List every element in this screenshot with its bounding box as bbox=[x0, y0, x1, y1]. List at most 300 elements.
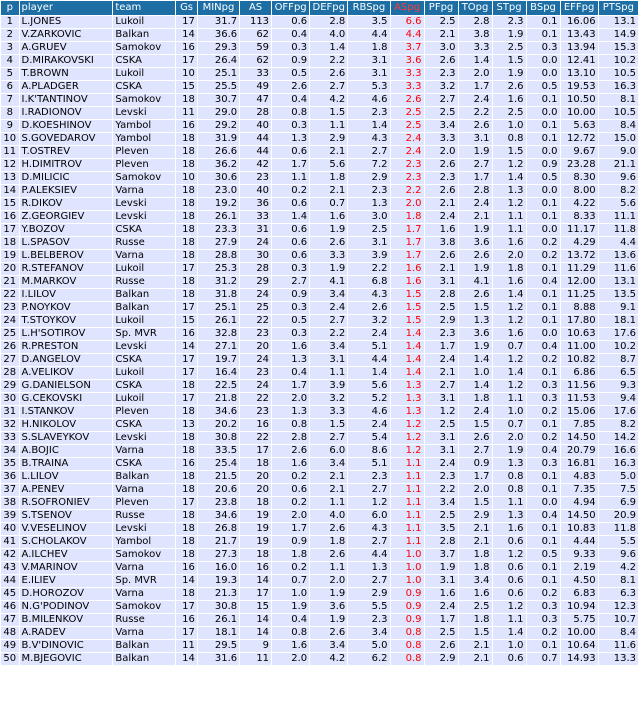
column-header-ptspg[interactable]: PTSpg bbox=[599, 1, 638, 15]
cell-topg: 1.9 bbox=[459, 341, 492, 353]
cell-bspg: 0.1 bbox=[527, 198, 560, 210]
cell-player[interactable]: A.VELIKOV bbox=[20, 367, 113, 379]
cell-topg: 2.6 bbox=[459, 250, 492, 262]
cell-player[interactable]: B.V'DINOVIC bbox=[20, 640, 113, 652]
cell-pfpg: 3.1 bbox=[425, 393, 458, 405]
cell-ptspg: 11.1 bbox=[599, 211, 638, 223]
cell-rbspg: 2.7 bbox=[348, 536, 389, 548]
cell-team: Russe bbox=[113, 237, 175, 249]
cell-minpg: 28.8 bbox=[198, 250, 239, 262]
column-header-defpg[interactable]: DEFpg bbox=[310, 1, 347, 15]
cell-bspg: 0.7 bbox=[527, 653, 560, 665]
column-header-gs[interactable]: Gs bbox=[176, 1, 197, 15]
cell-bspg: 0.1 bbox=[527, 536, 560, 548]
cell-defpg: 2.6 bbox=[310, 237, 347, 249]
cell-player[interactable]: V.MARINOV bbox=[20, 562, 113, 574]
cell-player[interactable]: D.HOROZOV bbox=[20, 588, 113, 600]
cell-gs: 10 bbox=[176, 68, 197, 80]
cell-player[interactable]: Y.BOZOV bbox=[20, 224, 113, 236]
cell-player[interactable]: D.KOESHINOV bbox=[20, 120, 113, 132]
column-header-offpg[interactable]: OFFpg bbox=[272, 1, 309, 15]
cell-offpg: 0.3 bbox=[272, 120, 309, 132]
cell-aspg: 1.1 bbox=[391, 523, 424, 535]
cell-aspg: 1.2 bbox=[391, 432, 424, 444]
cell-team: Pleven bbox=[113, 406, 175, 418]
cell-defpg: 2.2 bbox=[310, 55, 347, 67]
cell-player[interactable]: P.NOYKOV bbox=[20, 302, 113, 314]
cell-as: 18 bbox=[240, 458, 271, 470]
cell-gs: 17 bbox=[176, 627, 197, 639]
cell-stpg: 0.8 bbox=[493, 471, 526, 483]
cell-as: 20 bbox=[240, 484, 271, 496]
cell-as: 62 bbox=[240, 55, 271, 67]
cell-player[interactable]: L.LILOV bbox=[20, 471, 113, 483]
cell-offpg: 0.3 bbox=[272, 42, 309, 54]
cell-rbspg: 2.7 bbox=[348, 575, 389, 587]
cell-rank: 20 bbox=[1, 263, 19, 275]
cell-team: Balkan bbox=[113, 302, 175, 314]
cell-pfpg: 2.1 bbox=[425, 198, 458, 210]
cell-player[interactable]: S.TSENOV bbox=[20, 510, 113, 522]
cell-effpg: 10.94 bbox=[561, 601, 598, 613]
cell-minpg: 25.1 bbox=[198, 302, 239, 314]
cell-team: Russe bbox=[113, 614, 175, 626]
cell-pfpg: 2.5 bbox=[425, 107, 458, 119]
table-row bbox=[1, 250, 638, 262]
column-header-bspg[interactable]: BSpg bbox=[527, 1, 560, 15]
cell-gs: 15 bbox=[176, 315, 197, 327]
cell-effpg: 14.50 bbox=[561, 432, 598, 444]
table-row bbox=[1, 146, 638, 158]
cell-rbspg: 5.3 bbox=[348, 81, 389, 93]
cell-stpg: 1.4 bbox=[493, 367, 526, 379]
cell-rbspg: 5.6 bbox=[348, 380, 389, 392]
cell-rbspg: 4.3 bbox=[348, 133, 389, 145]
cell-as: 24 bbox=[240, 289, 271, 301]
cell-minpg: 20.6 bbox=[198, 484, 239, 496]
cell-stpg: 0.8 bbox=[493, 484, 526, 496]
cell-stpg: 1.4 bbox=[493, 172, 526, 184]
cell-defpg: 5.6 bbox=[310, 159, 347, 171]
cell-player[interactable]: T.BROWN bbox=[20, 68, 113, 80]
cell-player[interactable]: A.PLADGER bbox=[20, 81, 113, 93]
cell-aspg: 2.6 bbox=[391, 94, 424, 106]
cell-topg: 2.7 bbox=[459, 445, 492, 457]
table-row bbox=[1, 172, 638, 184]
cell-defpg: 3.9 bbox=[310, 380, 347, 392]
cell-rbspg: 5.1 bbox=[348, 458, 389, 470]
table-row bbox=[1, 211, 638, 223]
cell-player[interactable]: A.GRUEV bbox=[20, 42, 113, 54]
cell-player[interactable]: I.LILOV bbox=[20, 289, 113, 301]
cell-rank: 35 bbox=[1, 458, 19, 470]
cell-rank: 14 bbox=[1, 185, 19, 197]
cell-effpg: 12.72 bbox=[561, 133, 598, 145]
cell-topg: 1.4 bbox=[459, 55, 492, 67]
cell-stpg: 2.5 bbox=[493, 107, 526, 119]
cell-topg: 1.0 bbox=[459, 367, 492, 379]
cell-offpg: 0.9 bbox=[272, 536, 309, 548]
cell-effpg: 11.53 bbox=[561, 393, 598, 405]
cell-rank: 11 bbox=[1, 146, 19, 158]
cell-rbspg: 2.3 bbox=[348, 185, 389, 197]
cell-rbspg: 4.3 bbox=[348, 523, 389, 535]
cell-rank: 50 bbox=[1, 653, 19, 665]
cell-topg: 0.9 bbox=[459, 458, 492, 470]
cell-aspg: 1.4 bbox=[391, 328, 424, 340]
cell-as: 62 bbox=[240, 29, 271, 41]
cell-as: 36 bbox=[240, 198, 271, 210]
cell-minpg: 29.0 bbox=[198, 107, 239, 119]
cell-ptspg: 7.5 bbox=[599, 484, 638, 496]
column-header-player[interactable]: player bbox=[20, 1, 113, 15]
cell-rank: 33 bbox=[1, 432, 19, 444]
cell-player[interactable]: H.DIMITROV bbox=[20, 159, 113, 171]
cell-offpg: 0.6 bbox=[272, 16, 309, 28]
cell-aspg: 2.2 bbox=[391, 185, 424, 197]
cell-ptspg: 6.5 bbox=[599, 367, 638, 379]
cell-team: Sp. MVR bbox=[113, 575, 175, 587]
cell-pfpg: 1.7 bbox=[425, 614, 458, 626]
cell-pfpg: 2.3 bbox=[425, 68, 458, 80]
cell-gs: 18 bbox=[176, 380, 197, 392]
cell-rbspg: 3.5 bbox=[348, 16, 389, 28]
cell-ptspg: 12.3 bbox=[599, 601, 638, 613]
cell-player[interactable]: L.JONES bbox=[20, 16, 113, 28]
column-header-effpg[interactable]: EFFpg bbox=[561, 1, 598, 15]
cell-rbspg: 3.0 bbox=[348, 211, 389, 223]
cell-offpg: 0.9 bbox=[272, 55, 309, 67]
cell-rank: 44 bbox=[1, 575, 19, 587]
cell-stpg: 1.2 bbox=[493, 380, 526, 392]
cell-rank: 22 bbox=[1, 289, 19, 301]
cell-gs: 18 bbox=[176, 289, 197, 301]
cell-bspg: 0.3 bbox=[527, 458, 560, 470]
cell-offpg: 0.6 bbox=[272, 224, 309, 236]
cell-minpg: 29.3 bbox=[198, 42, 239, 54]
cell-player[interactable]: H.NIKOLOV bbox=[20, 419, 113, 431]
cell-pfpg: 2.8 bbox=[425, 289, 458, 301]
cell-aspg: 1.5 bbox=[391, 289, 424, 301]
cell-player[interactable]: D.MIRAKOVSKI bbox=[20, 55, 113, 67]
cell-rank: 41 bbox=[1, 536, 19, 548]
cell-gs: 10 bbox=[176, 172, 197, 184]
cell-ptspg: 15.3 bbox=[599, 42, 638, 54]
cell-ptspg: 9.4 bbox=[599, 393, 638, 405]
cell-effpg: 10.63 bbox=[561, 328, 598, 340]
cell-rank: 21 bbox=[1, 276, 19, 288]
cell-player[interactable]: M.BJEGOVIC bbox=[20, 653, 113, 665]
table-row bbox=[1, 29, 638, 41]
cell-team: Yambol bbox=[113, 133, 175, 145]
cell-minpg: 34.6 bbox=[198, 406, 239, 418]
cell-stpg: 1.5 bbox=[493, 146, 526, 158]
cell-rbspg: 2.7 bbox=[348, 146, 389, 158]
column-header-team[interactable]: team bbox=[113, 1, 175, 15]
cell-player[interactable]: Z.GEORGIEV bbox=[20, 211, 113, 223]
cell-player[interactable]: L.H'SOTIROV bbox=[20, 328, 113, 340]
cell-player[interactable]: D.MILICIC bbox=[20, 172, 113, 184]
cell-rbspg: 1.2 bbox=[348, 497, 389, 509]
cell-stpg: 1.2 bbox=[493, 354, 526, 366]
cell-minpg: 30.7 bbox=[198, 94, 239, 106]
cell-minpg: 16.4 bbox=[198, 367, 239, 379]
cell-topg: 2.1 bbox=[459, 536, 492, 548]
cell-minpg: 29.5 bbox=[198, 640, 239, 652]
cell-pfpg: 2.4 bbox=[425, 354, 458, 366]
cell-effpg: 7.35 bbox=[561, 484, 598, 496]
cell-as: 44 bbox=[240, 146, 271, 158]
cell-topg: 2.7 bbox=[459, 159, 492, 171]
cell-gs: 18 bbox=[176, 445, 197, 457]
cell-aspg: 6.6 bbox=[391, 16, 424, 28]
cell-ptspg: 20.9 bbox=[599, 510, 638, 522]
cell-player[interactable]: R.STEFANOV bbox=[20, 263, 113, 275]
cell-gs: 15 bbox=[176, 81, 197, 93]
cell-rbspg: 6.2 bbox=[348, 653, 389, 665]
column-header-aspg[interactable]: ASpg bbox=[391, 1, 424, 15]
table-row bbox=[1, 133, 638, 145]
cell-player[interactable]: S.CHOLAKOV bbox=[20, 536, 113, 548]
column-header-topg[interactable]: TOpg bbox=[459, 1, 492, 15]
cell-player[interactable]: D.ANGELOV bbox=[20, 354, 113, 366]
cell-as: 24 bbox=[240, 237, 271, 249]
cell-offpg: 0.9 bbox=[272, 289, 309, 301]
cell-ptspg: 10.7 bbox=[599, 614, 638, 626]
cell-player[interactable]: M.MARKOV bbox=[20, 276, 113, 288]
cell-ptspg: 10.5 bbox=[599, 107, 638, 119]
cell-defpg: 1.1 bbox=[310, 120, 347, 132]
cell-as: 19 bbox=[240, 536, 271, 548]
cell-gs: 18 bbox=[176, 510, 197, 522]
cell-offpg: 1.7 bbox=[272, 523, 309, 535]
cell-bspg: 0.5 bbox=[527, 549, 560, 561]
table-row bbox=[1, 107, 638, 119]
table-row bbox=[1, 601, 638, 613]
cell-topg: 2.6 bbox=[459, 289, 492, 301]
cell-ptspg: 4.4 bbox=[599, 237, 638, 249]
cell-gs: 11 bbox=[176, 640, 197, 652]
cell-topg: 2.0 bbox=[459, 68, 492, 80]
cell-player[interactable]: A.BOJIC bbox=[20, 445, 113, 457]
cell-pfpg: 2.5 bbox=[425, 510, 458, 522]
column-header-pfpg[interactable]: PFpg bbox=[425, 1, 458, 15]
cell-bspg: 0.0 bbox=[527, 224, 560, 236]
cell-ptspg: 9.1 bbox=[599, 302, 638, 314]
cell-player[interactable]: N.G'PODINOV bbox=[20, 601, 113, 613]
column-header-stpg[interactable]: STpg bbox=[493, 1, 526, 15]
cell-pfpg: 1.6 bbox=[425, 588, 458, 600]
cell-rbspg: 2.9 bbox=[348, 172, 389, 184]
cell-defpg: 2.6 bbox=[310, 68, 347, 80]
cell-player[interactable]: A.PENEV bbox=[20, 484, 113, 496]
cell-topg: 2.8 bbox=[459, 185, 492, 197]
cell-player[interactable]: B.MILENKOV bbox=[20, 614, 113, 626]
cell-team: Pleven bbox=[113, 159, 175, 171]
cell-aspg: 3.3 bbox=[391, 81, 424, 93]
column-header-rbspg[interactable]: RBSpg bbox=[348, 1, 389, 15]
cell-topg: 2.2 bbox=[459, 107, 492, 119]
cell-rbspg: 2.5 bbox=[348, 224, 389, 236]
cell-gs: 18 bbox=[176, 237, 197, 249]
column-header-as[interactable]: AS bbox=[240, 1, 271, 15]
cell-rank: 48 bbox=[1, 627, 19, 639]
cell-as: 19 bbox=[240, 510, 271, 522]
cell-aspg: 0.8 bbox=[391, 640, 424, 652]
cell-bspg: 0.1 bbox=[527, 523, 560, 535]
cell-effpg: 11.17 bbox=[561, 224, 598, 236]
cell-aspg: 1.3 bbox=[391, 406, 424, 418]
cell-stpg: 1.3 bbox=[493, 185, 526, 197]
cell-team: Balkan bbox=[113, 29, 175, 41]
cell-player[interactable]: R.DIKOV bbox=[20, 198, 113, 210]
cell-player[interactable]: G.DANIELSON bbox=[20, 380, 113, 392]
cell-aspg: 1.7 bbox=[391, 250, 424, 262]
cell-defpg: 3.2 bbox=[310, 393, 347, 405]
cell-aspg: 0.8 bbox=[391, 653, 424, 665]
cell-minpg: 27.3 bbox=[198, 549, 239, 561]
cell-aspg: 1.6 bbox=[391, 263, 424, 275]
cell-player[interactable]: R.SOFRONIEV bbox=[20, 497, 113, 509]
cell-topg: 1.5 bbox=[459, 302, 492, 314]
cell-aspg: 1.1 bbox=[391, 536, 424, 548]
cell-pfpg: 3.5 bbox=[425, 523, 458, 535]
cell-gs: 18 bbox=[176, 94, 197, 106]
cell-player[interactable]: A.RADEV bbox=[20, 627, 113, 639]
cell-player[interactable]: E.ILIEV bbox=[20, 575, 113, 587]
cell-rbspg: 2.3 bbox=[348, 471, 389, 483]
cell-pfpg: 2.3 bbox=[425, 471, 458, 483]
table-row bbox=[1, 627, 638, 639]
cell-player[interactable]: T.STOYKOV bbox=[20, 315, 113, 327]
cell-effpg: 10.83 bbox=[561, 523, 598, 535]
cell-player[interactable]: L.SPASOV bbox=[20, 237, 113, 249]
cell-ptspg: 11.6 bbox=[599, 263, 638, 275]
cell-defpg: 4.2 bbox=[310, 94, 347, 106]
cell-gs: 18 bbox=[176, 523, 197, 535]
cell-effpg: 16.06 bbox=[561, 16, 598, 28]
cell-player[interactable]: R.PRESTON bbox=[20, 341, 113, 353]
cell-as: 14 bbox=[240, 627, 271, 639]
cell-player[interactable]: V.VESELINOV bbox=[20, 523, 113, 535]
table-row bbox=[1, 55, 638, 67]
cell-player[interactable]: T.OSTREV bbox=[20, 146, 113, 158]
cell-effpg: 6.83 bbox=[561, 588, 598, 600]
cell-topg: 1.9 bbox=[459, 224, 492, 236]
cell-rank: 28 bbox=[1, 367, 19, 379]
cell-stpg: 0.7 bbox=[493, 419, 526, 431]
cell-defpg: 3.4 bbox=[310, 341, 347, 353]
cell-pfpg: 2.5 bbox=[425, 16, 458, 28]
cell-offpg: 1.9 bbox=[272, 601, 309, 613]
cell-player[interactable]: S.SLAVEYKOV bbox=[20, 432, 113, 444]
cell-rank: 32 bbox=[1, 419, 19, 431]
cell-rank: 43 bbox=[1, 562, 19, 574]
cell-player[interactable]: V.ZARKOVIC bbox=[20, 29, 113, 41]
cell-team: Levski bbox=[113, 107, 175, 119]
table-row bbox=[1, 68, 638, 80]
cell-team: Samokov bbox=[113, 172, 175, 184]
cell-player[interactable]: A.ILCHEV bbox=[20, 549, 113, 561]
cell-stpg: 2.6 bbox=[493, 81, 526, 93]
cell-player[interactable]: P.ALEKSIEV bbox=[20, 185, 113, 197]
cell-ptspg: 17.6 bbox=[599, 328, 638, 340]
cell-pfpg: 1.9 bbox=[425, 562, 458, 574]
cell-aspg: 1.4 bbox=[391, 354, 424, 366]
cell-bspg: 0.3 bbox=[527, 614, 560, 626]
cell-topg: 2.0 bbox=[459, 484, 492, 496]
cell-bspg: 0.0 bbox=[527, 328, 560, 340]
cell-aspg: 1.1 bbox=[391, 458, 424, 470]
cell-gs: 13 bbox=[176, 419, 197, 431]
table-body bbox=[1, 16, 638, 665]
cell-bspg: 0.1 bbox=[527, 94, 560, 106]
cell-player[interactable]: B.TRAINA bbox=[20, 458, 113, 470]
cell-rbspg: 2.4 bbox=[348, 419, 389, 431]
column-header-rank[interactable]: p bbox=[1, 1, 19, 15]
cell-pfpg: 2.5 bbox=[425, 419, 458, 431]
cell-pfpg: 2.6 bbox=[425, 159, 458, 171]
column-header-minpg[interactable]: MINpg bbox=[198, 1, 239, 15]
cell-team: Varna bbox=[113, 445, 175, 457]
cell-stpg: 1.6 bbox=[493, 328, 526, 340]
cell-bspg: 0.2 bbox=[527, 250, 560, 262]
cell-rank: 6 bbox=[1, 81, 19, 93]
cell-offpg: 0.3 bbox=[272, 328, 309, 340]
cell-rbspg: 4.6 bbox=[348, 94, 389, 106]
cell-minpg: 19.7 bbox=[198, 354, 239, 366]
cell-rank: 12 bbox=[1, 159, 19, 171]
cell-stpg: 1.1 bbox=[493, 393, 526, 405]
cell-stpg: 1.6 bbox=[493, 237, 526, 249]
cell-bspg: 0.3 bbox=[527, 601, 560, 613]
cell-player[interactable]: I.K'TANTINOV bbox=[20, 94, 113, 106]
cell-ptspg: 10.2 bbox=[599, 55, 638, 67]
cell-rank: 45 bbox=[1, 588, 19, 600]
cell-player[interactable]: G.CEKOVSKI bbox=[20, 393, 113, 405]
cell-player[interactable]: L.BELBEROV bbox=[20, 250, 113, 262]
cell-aspg: 1.7 bbox=[391, 224, 424, 236]
cell-player[interactable]: I.RADIONOV bbox=[20, 107, 113, 119]
cell-stpg: 1.3 bbox=[493, 458, 526, 470]
cell-as: 20 bbox=[240, 471, 271, 483]
cell-defpg: 2.7 bbox=[310, 315, 347, 327]
cell-bspg: 0.1 bbox=[527, 575, 560, 587]
cell-rbspg: 8.6 bbox=[348, 445, 389, 457]
cell-gs: 16 bbox=[176, 42, 197, 54]
cell-aspg: 1.2 bbox=[391, 445, 424, 457]
cell-player[interactable]: S.GOVEDAROV bbox=[20, 133, 113, 145]
cell-offpg: 0.4 bbox=[272, 94, 309, 106]
cell-as: 28 bbox=[240, 263, 271, 275]
cell-pfpg: 2.6 bbox=[425, 55, 458, 67]
cell-gs: 16 bbox=[176, 458, 197, 470]
cell-player[interactable]: I.STANKOV bbox=[20, 406, 113, 418]
cell-defpg: 1.5 bbox=[310, 419, 347, 431]
cell-as: 11 bbox=[240, 653, 271, 665]
cell-effpg: 4.44 bbox=[561, 536, 598, 548]
cell-as: 30 bbox=[240, 250, 271, 262]
cell-defpg: 2.8 bbox=[310, 16, 347, 28]
cell-as: 25 bbox=[240, 302, 271, 314]
cell-aspg: 1.8 bbox=[391, 211, 424, 223]
cell-rbspg: 5.4 bbox=[348, 432, 389, 444]
cell-pfpg: 3.8 bbox=[425, 237, 458, 249]
cell-offpg: 0.2 bbox=[272, 497, 309, 509]
table-row bbox=[1, 484, 638, 496]
cell-effpg: 10.00 bbox=[561, 107, 598, 119]
table-row bbox=[1, 562, 638, 574]
